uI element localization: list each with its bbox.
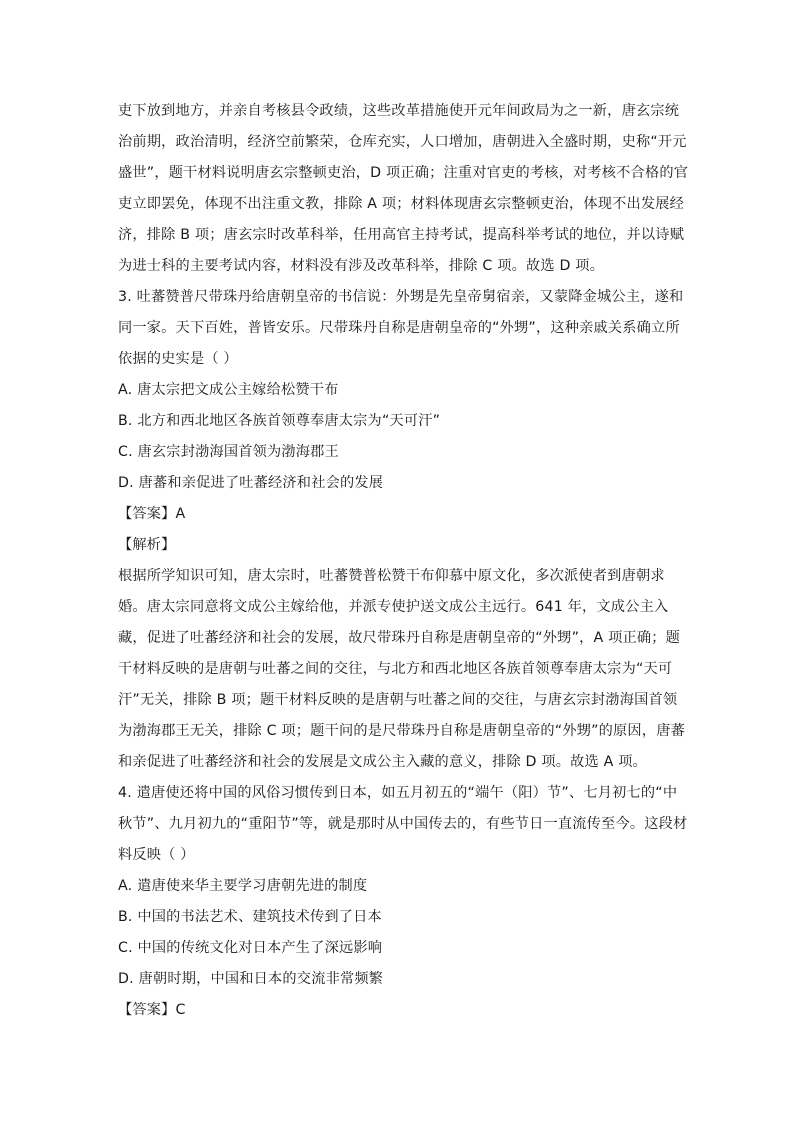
question-3-analysis-line: 藏，促进了吐蕃经济和社会的发展，故尺带珠丹自称是唐朝皇帝的“外甥”，A 项正确；题 <box>118 630 681 646</box>
paragraph-line: 盛世”，题干材料说明唐玄宗整顿吏治，D 项正确；注重对官吏的考核，对考核不合格的官 <box>118 165 689 181</box>
question-4-option-a: A. 遣唐使来华主要学习唐朝先进的制度 <box>118 878 368 894</box>
question-3-option-d: D. 唐蕃和亲促进了吐蕃经济和社会的发展 <box>118 475 384 491</box>
question-4-option-d: D. 唐朝时期，中国和日本的交流非常频繁 <box>118 971 384 987</box>
paragraph-line: 济，排除 B 项；唐玄宗时改革科举，任用高官主持考试，提高科举考试的地位，并以诗赋 <box>118 227 685 243</box>
question-4-stem: 秋节”、九月初九的“重阳节”等，就是那时从中国传去的，有些节日一直流传至今。这段材 <box>118 816 688 832</box>
question-3-analysis-line: 为渤海郡王无关，排除 C 项；题干问的是尺带珠丹自称是唐朝皇帝的“外甥”的原因，唐蕃 <box>118 723 685 739</box>
question-3-analysis-line: 干材料反映的是唐朝与吐蕃之间的交往，与北方和西北地区各族首领尊奉唐太宗为“天可 <box>118 661 673 677</box>
question-4-answer: 【答案】C <box>118 1002 186 1018</box>
question-3-option-a: A. 唐太宗把文成公主嫁给松赞干布 <box>118 382 339 398</box>
question-3-option-b: B. 北方和西北地区各族首领尊奉唐太宗为“天可汗” <box>118 413 441 429</box>
question-3-analysis-line: 根据所学知识可知，唐太宗时，吐蕃赞普松赞干布仰慕中原文化，多次派使者到唐朝求 <box>118 568 665 584</box>
paragraph-line: 为进士科的主要考试内容，材料没有涉及改革科举，排除 C 项。故选 D 项。 <box>118 258 605 274</box>
question-3-option-c: C. 唐玄宗封渤海国首领为渤海郡王 <box>118 444 339 460</box>
paragraph-line: 治前期，政治清明，经济空前繁荣，仓库充实，人口增加，唐朝进入全盛时期，史称“开元 <box>118 134 687 150</box>
question-4-stem: 料反映（ ） <box>118 847 195 863</box>
question-3-analysis-line: 汗”无关，排除 B 项；题干材料反映的是唐朝与吐蕃之间的交往，与唐玄宗封渤海国首领 <box>118 692 678 708</box>
question-3-stem: 同一家。天下百姓，普皆安乐。尺带珠丹自称是唐朝皇帝的“外甥”，这种亲戚关系确立所 <box>118 320 680 336</box>
paragraph-line: 吏立即罢免，体现不出注重文教，排除 A 项；材料体现唐玄宗整顿吏治，体现不出发展经 <box>118 196 685 212</box>
question-4-option-b: B. 中国的书法艺术、建筑技术传到了日本 <box>118 909 382 925</box>
question-3-analysis-line: 和亲促进了吐蕃经济和社会的发展是文成公主入藏的意义，排除 D 项。故选 A 项。 <box>118 754 648 770</box>
question-3-stem: 3. 吐蕃赞普尺带珠丹给唐朝皇帝的书信说：外甥是先皇帝舅宿亲，又蒙降金城公主，遂和 <box>118 289 684 305</box>
question-3-analysis-heading: 【解析】 <box>118 537 176 553</box>
paragraph-line: 吏下放到地方，并亲自考核县令政绩，这些改革措施使开元年间政局为之一新，唐玄宗统 <box>118 103 680 119</box>
document-body <box>118 96 689 1026</box>
question-4-stem: 4. 遣唐使还将中国的风俗习惯传到日本，如五月初五的“端午（阳）节”、七月初七的“中 <box>118 785 678 801</box>
question-3-answer: 【答案】A <box>118 506 186 522</box>
question-3-analysis-line: 婚。唐太宗同意将文成公主嫁给他，并派专使护送文成公主远行。641 年，文成公主入 <box>118 599 669 615</box>
question-3-stem: 依据的史实是（ ） <box>118 351 238 367</box>
question-4-option-c: C. 中国的传统文化对日本产生了深远影响 <box>118 940 383 956</box>
